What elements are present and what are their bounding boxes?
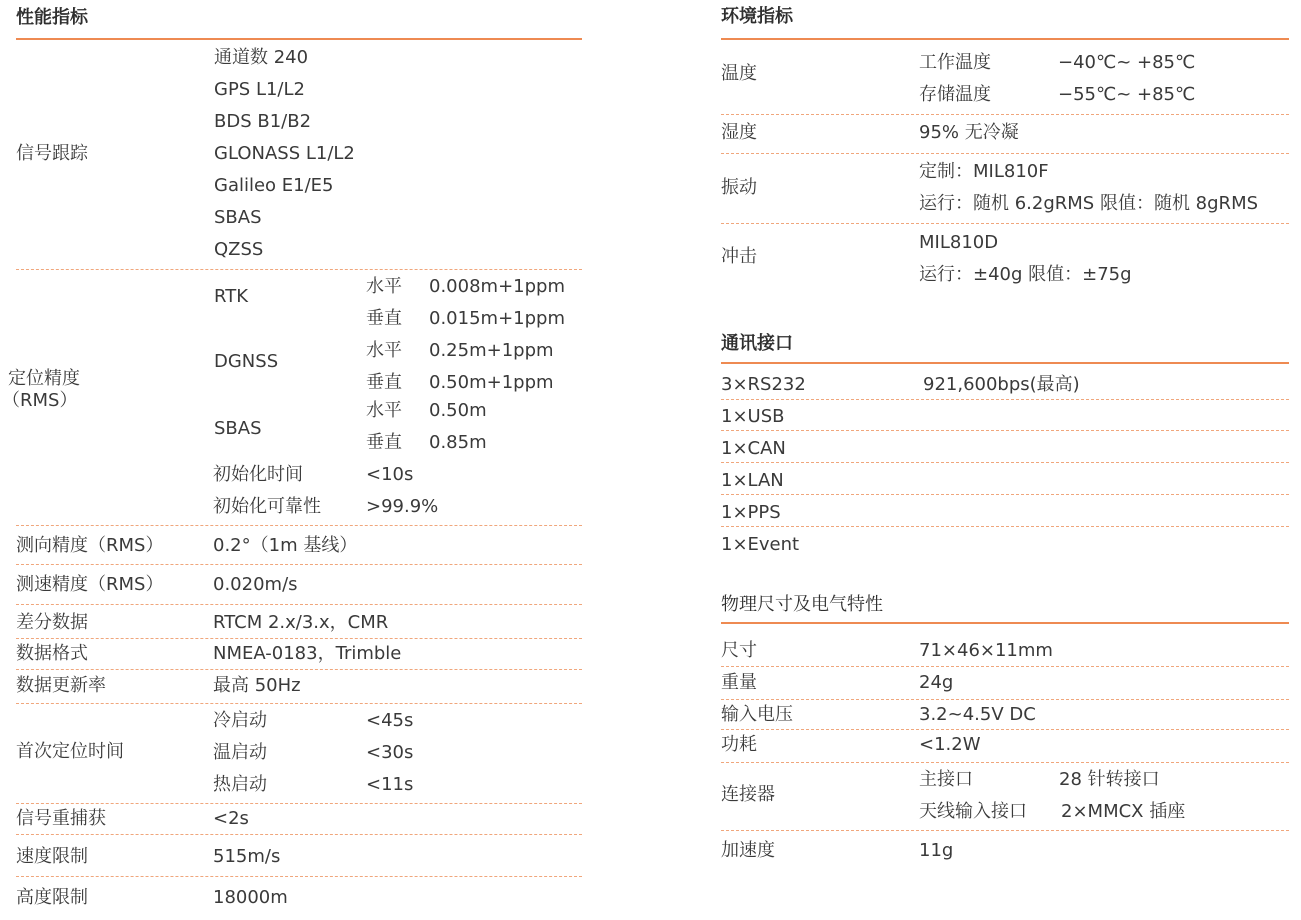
- row-divider: [721, 666, 1289, 667]
- rtk-h-label: 水平: [366, 276, 402, 297]
- warm-start-value: <30s: [366, 742, 414, 763]
- row-divider: [721, 494, 1289, 495]
- main-port-label: 主接口: [919, 769, 973, 790]
- row-divider: [721, 399, 1289, 400]
- comm-item: 1×Event: [721, 534, 800, 555]
- row-divider: [16, 669, 582, 670]
- rs232-label: 3×RS232: [721, 374, 806, 395]
- dgnss-v-label: 垂直: [366, 372, 402, 393]
- dgnss-v-value: 0.50m+1ppm: [429, 372, 554, 393]
- velocity-accuracy-label: 测速精度（RMS）: [16, 574, 164, 595]
- row-divider: [16, 876, 582, 877]
- row-divider: [16, 564, 582, 565]
- row-divider: [721, 526, 1289, 527]
- row-divider: [16, 525, 582, 526]
- op-temp-label: 工作温度: [919, 52, 991, 73]
- antenna-port-value: 2×MMCX 插座: [1061, 801, 1186, 822]
- signal-item: SBAS: [214, 207, 262, 228]
- cold-start-label: 冷启动: [213, 710, 267, 731]
- hot-start-value: <11s: [366, 774, 414, 795]
- reacquisition-label: 信号重捕获: [16, 808, 106, 829]
- phys-title: 物理尺寸及电气特性: [721, 594, 883, 615]
- sbas-h-value: 0.50m: [429, 400, 487, 421]
- signal-item: 通道数 240: [214, 47, 309, 68]
- vibration-line2: 运行：随机 6.2gRMS 限值：随机 8gRMS: [919, 193, 1259, 214]
- warm-start-label: 温启动: [213, 742, 267, 763]
- perf-title: 性能指标: [16, 7, 88, 28]
- sbas-v-value: 0.85m: [429, 432, 487, 453]
- init-reliability-value: >99.9%: [366, 496, 439, 517]
- reacquisition-value: <2s: [213, 808, 249, 829]
- rtk-v-value: 0.015m+1ppm: [429, 308, 565, 329]
- data-format-value: NMEA-0183，Trimble: [213, 643, 402, 664]
- speed-limit-label: 速度限制: [16, 846, 88, 867]
- rtk-v-label: 垂直: [366, 308, 402, 329]
- row-divider: [721, 762, 1289, 763]
- dgnss-label: DGNSS: [214, 351, 279, 372]
- comm-item: 1×CAN: [721, 438, 786, 459]
- shock-line2: 运行：±40g 限值：±75g: [919, 264, 1132, 285]
- sbas-label: SBAS: [214, 418, 262, 439]
- diff-data-value: RTCM 2.x/3.x，CMR: [213, 612, 389, 633]
- comm-item: 1×PPS: [721, 502, 781, 523]
- acceleration-value: 11g: [919, 840, 954, 861]
- row-divider: [721, 430, 1289, 431]
- temperature-label: 温度: [721, 63, 757, 84]
- row-divider: [721, 153, 1289, 154]
- env-title: 环境指标: [721, 6, 793, 27]
- voltage-value: 3.2~4.5V DC: [919, 704, 1036, 725]
- init-reliability-label: 初始化可靠性: [213, 496, 321, 517]
- sbas-h-label: 水平: [366, 400, 402, 421]
- vibration-line1: 定制：MIL810F: [919, 161, 1049, 182]
- altitude-limit-value: 18000m: [213, 887, 288, 908]
- main-port-value: 28 针转接口: [1059, 769, 1160, 790]
- voltage-label: 输入电压: [721, 704, 793, 725]
- dgnss-h-value: 0.25m+1ppm: [429, 340, 554, 361]
- vibration-label: 振动: [721, 177, 757, 198]
- positioning-label: 定位精度: [8, 368, 80, 389]
- signal-item: GPS L1/L2: [214, 79, 305, 100]
- shock-line1: MIL810D: [919, 232, 999, 253]
- size-value: 71×46×11mm: [919, 640, 1053, 661]
- storage-temp-label: 存储温度: [919, 84, 991, 105]
- humidity-label: 湿度: [721, 122, 757, 143]
- row-divider: [721, 114, 1289, 115]
- comm-item: 1×LAN: [721, 470, 784, 491]
- signal-item: QZSS: [214, 239, 264, 260]
- row-divider: [16, 638, 582, 639]
- row-divider: [721, 699, 1289, 700]
- sbas-v-label: 垂直: [366, 432, 402, 453]
- cold-start-value: <45s: [366, 710, 414, 731]
- row-divider: [721, 729, 1289, 730]
- signal-item: BDS B1/B2: [214, 111, 312, 132]
- size-label: 尺寸: [721, 640, 757, 661]
- connector-label: 连接器: [721, 784, 775, 805]
- perf-title-rule: [16, 38, 582, 40]
- row-divider: [721, 462, 1289, 463]
- init-time-label: 初始化时间: [213, 464, 303, 485]
- row-divider: [721, 830, 1289, 831]
- rs232-value: 921,600bps(最高): [923, 374, 1080, 395]
- row-divider: [721, 223, 1289, 224]
- dgnss-h-label: 水平: [366, 340, 402, 361]
- update-rate-label: 数据更新率: [16, 675, 106, 696]
- row-divider: [16, 269, 582, 270]
- env-title-rule: [721, 38, 1289, 40]
- row-divider: [16, 604, 582, 605]
- init-time-value: <10s: [366, 464, 414, 485]
- comm-title-rule: [721, 362, 1289, 364]
- positioning-label-rms: （RMS）: [2, 390, 78, 411]
- row-divider: [16, 703, 582, 704]
- ttff-label: 首次定位时间: [16, 741, 124, 762]
- signal-tracking-label: 信号跟踪: [16, 143, 88, 164]
- altitude-limit-label: 高度限制: [16, 887, 88, 908]
- storage-temp-value: −55℃~ +85℃: [1058, 84, 1196, 105]
- humidity-value: 95% 无冷凝: [919, 122, 1019, 143]
- velocity-accuracy-value: 0.020m/s: [213, 574, 298, 595]
- signal-item: GLONASS L1/L2: [214, 143, 355, 164]
- comm-item: 1×USB: [721, 406, 785, 427]
- diff-data-label: 差分数据: [16, 612, 88, 633]
- antenna-port-label: 天线输入接口: [919, 801, 1027, 822]
- power-label: 功耗: [721, 734, 757, 755]
- weight-value: 24g: [919, 672, 954, 693]
- rtk-label: RTK: [214, 286, 248, 307]
- heading-accuracy-value: 0.2°（1m 基线）: [213, 535, 358, 556]
- signal-item: Galileo E1/E5: [214, 175, 334, 196]
- weight-label: 重量: [721, 672, 757, 693]
- op-temp-value: −40℃~ +85℃: [1058, 52, 1196, 73]
- phys-title-rule: [721, 622, 1289, 624]
- rtk-h-value: 0.008m+1ppm: [429, 276, 565, 297]
- update-rate-value: 最高 50Hz: [213, 675, 301, 696]
- acceleration-label: 加速度: [721, 840, 775, 861]
- speed-limit-value: 515m/s: [213, 846, 281, 867]
- row-divider: [16, 834, 582, 835]
- data-format-label: 数据格式: [16, 643, 88, 664]
- hot-start-label: 热启动: [213, 774, 267, 795]
- power-value: <1.2W: [919, 734, 981, 755]
- row-divider: [16, 803, 582, 804]
- shock-label: 冲击: [721, 246, 757, 267]
- heading-accuracy-label: 测向精度（RMS）: [16, 535, 164, 556]
- comm-title: 通讯接口: [721, 333, 793, 354]
